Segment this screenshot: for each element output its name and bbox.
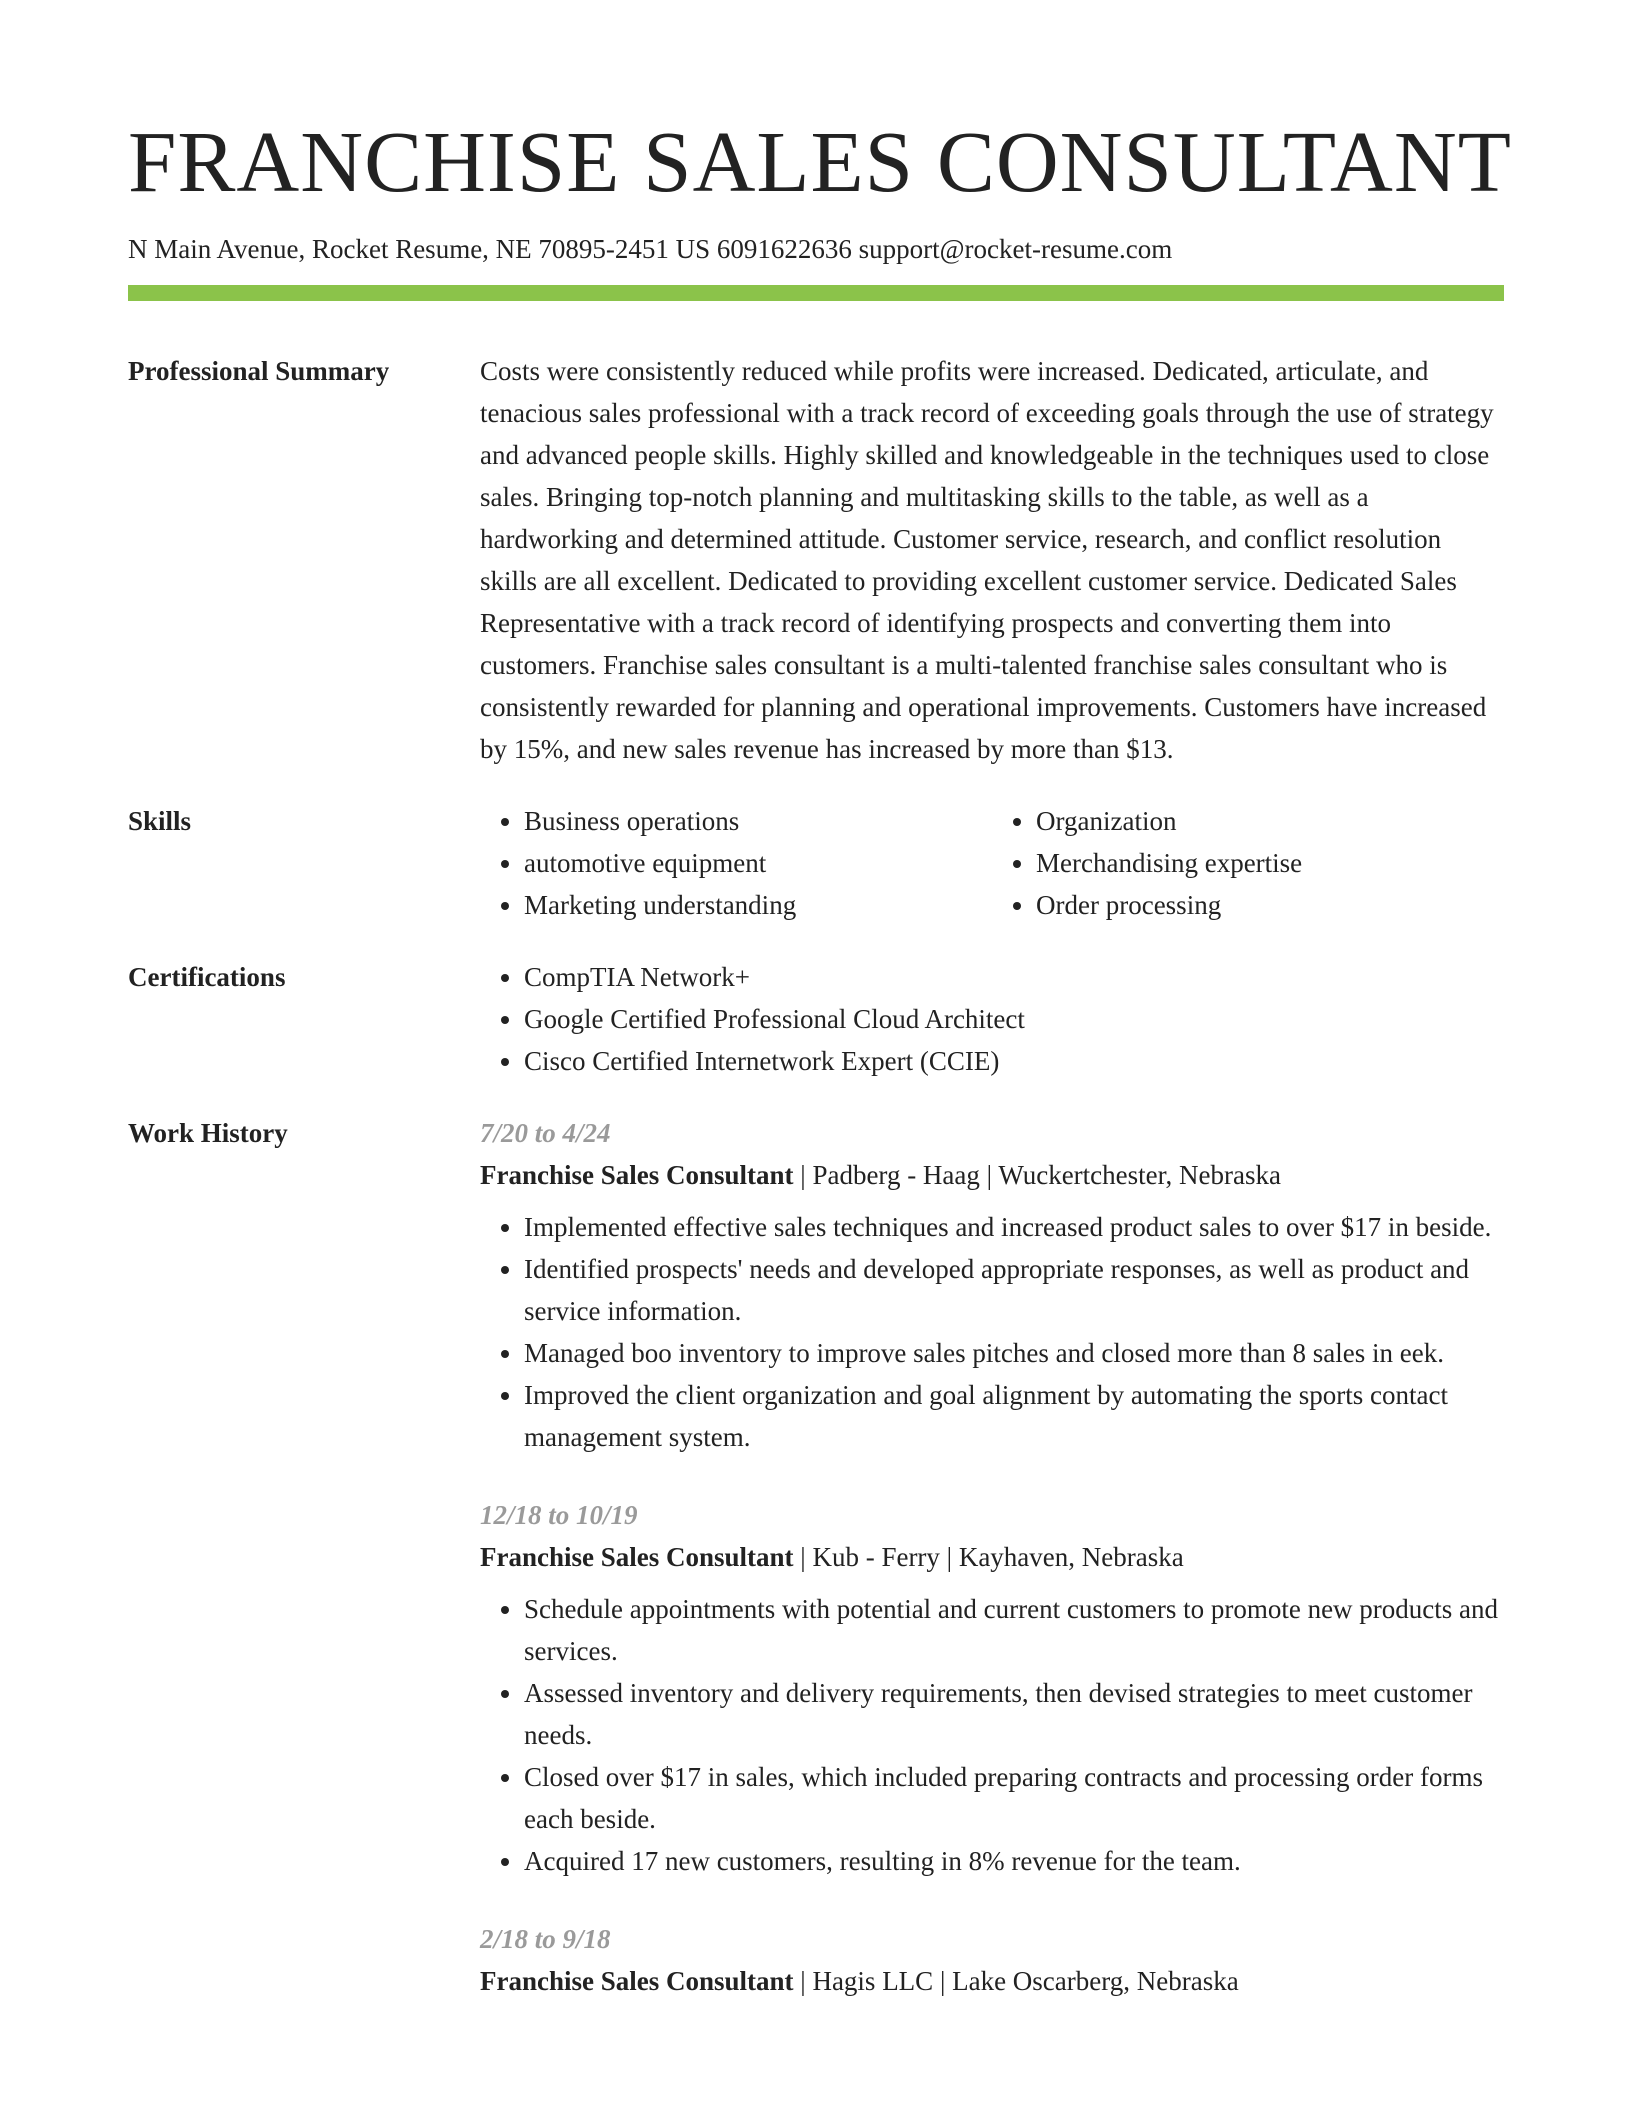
certifications-list <box>480 956 1504 1082</box>
skill-item: • Marketing understanding <box>524 884 992 926</box>
accent-divider <box>128 285 1504 301</box>
section-skills <box>128 800 1504 926</box>
job-bullet: • Schedule appointments with potential and current customers to promote new products and services. <box>524 1588 1504 1672</box>
certification-item: • Cisco Certified Internetwork Expert (CCIE) <box>524 1040 1504 1082</box>
job-entry <box>480 1918 1504 2002</box>
skill-item: • Order processing <box>1036 884 1504 926</box>
job-title-line <box>480 1154 1504 1196</box>
skills-column-right <box>992 800 1504 926</box>
section-professional-summary <box>128 350 1504 770</box>
section-label: Skills <box>128 806 192 836</box>
contact-line: N Main Avenue, Rocket Resume, NE 70895-2451 US 6091622636 support@rocket-resume.com <box>128 234 1173 264</box>
summary-paragraph: Costs were consistently reduced while profits were increased. Dedicated, articulate, and tenacious sales professional with a track record of exceeding goals through the use of strategy and advanced people skills. Highly skilled and knowledgeable in the techniques used to close sales. Bringing top-notch planning and multitasking skills to the table, as well as a hardworking and determined attitude. Customer service, research, and conflict resolution skills are all excellent. Dedicated to providing excellent customer service. Dedicated Sales Representative with a track record of identifying prospects and converting them into customers. Franchise sales consultant is a multi-talented franchise sales consultant who is consistently rewarded for planning and operational improvements. Customers have increased by 15%, and new sales revenue has increased by more than $13. <box>480 356 1494 764</box>
skill-item: • Business operations <box>524 800 992 842</box>
resume-sections <box>128 350 1504 2068</box>
job-dates: 7/20 to 4/24 <box>480 1118 611 1148</box>
job-bullet: • Acquired 17 new customers, resulting in 8% revenue for the team. <box>524 1840 1504 1882</box>
section-certifications <box>128 956 1504 1082</box>
job-bullet: • Implemented effective sales techniques and increased product sales to over $17 in beside. <box>524 1206 1504 1248</box>
resume-name-heading: FRANCHISE SALES CONSULTANT <box>128 113 1512 210</box>
job-title-line <box>480 1536 1504 1578</box>
section-label: Professional Summary <box>128 356 390 386</box>
job-entry <box>480 1494 1504 1882</box>
job-dates: 2/18 to 9/18 <box>480 1924 611 1954</box>
job-title: Franchise Sales Consultant <box>480 1966 794 1996</box>
job-dates: 12/18 to 10/19 <box>480 1500 638 1530</box>
section-body <box>480 1112 1504 2038</box>
job-bullet: • Identified prospects' needs and developed appropriate responses, as well as product and service information. <box>524 1248 1504 1332</box>
skills-grid <box>480 800 1504 926</box>
job-bullet: • Closed over $17 in sales, which included preparing contracts and processing order forms each beside. <box>524 1756 1504 1840</box>
skill-item: • Organization <box>1036 800 1504 842</box>
certification-item: • Google Certified Professional Cloud Architect <box>524 998 1504 1040</box>
job-details: | Padberg - Haag | Wuckertchester, Nebraska <box>793 1160 1281 1190</box>
job-bullet: • Improved the client organization and goal alignment by automating the sports contact management system. <box>524 1374 1504 1458</box>
section-label: Work History <box>128 1118 288 1148</box>
skill-item: • automotive equipment <box>524 842 992 884</box>
job-entry <box>480 1112 1504 1458</box>
job-details: | Kub - Ferry | Kayhaven, Nebraska <box>793 1542 1184 1572</box>
skills-column-left <box>480 800 992 926</box>
job-bullets <box>480 1206 1504 1458</box>
job-bullet: • Assessed inventory and delivery requirements, then devised strategies to meet customer needs. <box>524 1672 1504 1756</box>
section-work-history <box>128 1112 1504 2038</box>
section-label: Certifications <box>128 962 286 992</box>
job-details: | Hagis LLC | Lake Oscarberg, Nebraska <box>793 1966 1239 1996</box>
job-bullets <box>480 1588 1504 1882</box>
job-title: Franchise Sales Consultant <box>480 1160 794 1190</box>
job-title-line <box>480 1960 1504 2002</box>
section-body <box>480 956 1504 1082</box>
skill-item: • Merchandising expertise <box>1036 842 1504 884</box>
job-title: Franchise Sales Consultant <box>480 1542 794 1572</box>
section-body <box>480 350 1504 770</box>
certification-item: • CompTIA Network+ <box>524 956 1504 998</box>
job-bullet: • Managed boo inventory to improve sales pitches and closed more than 8 sales in eek. <box>524 1332 1504 1374</box>
